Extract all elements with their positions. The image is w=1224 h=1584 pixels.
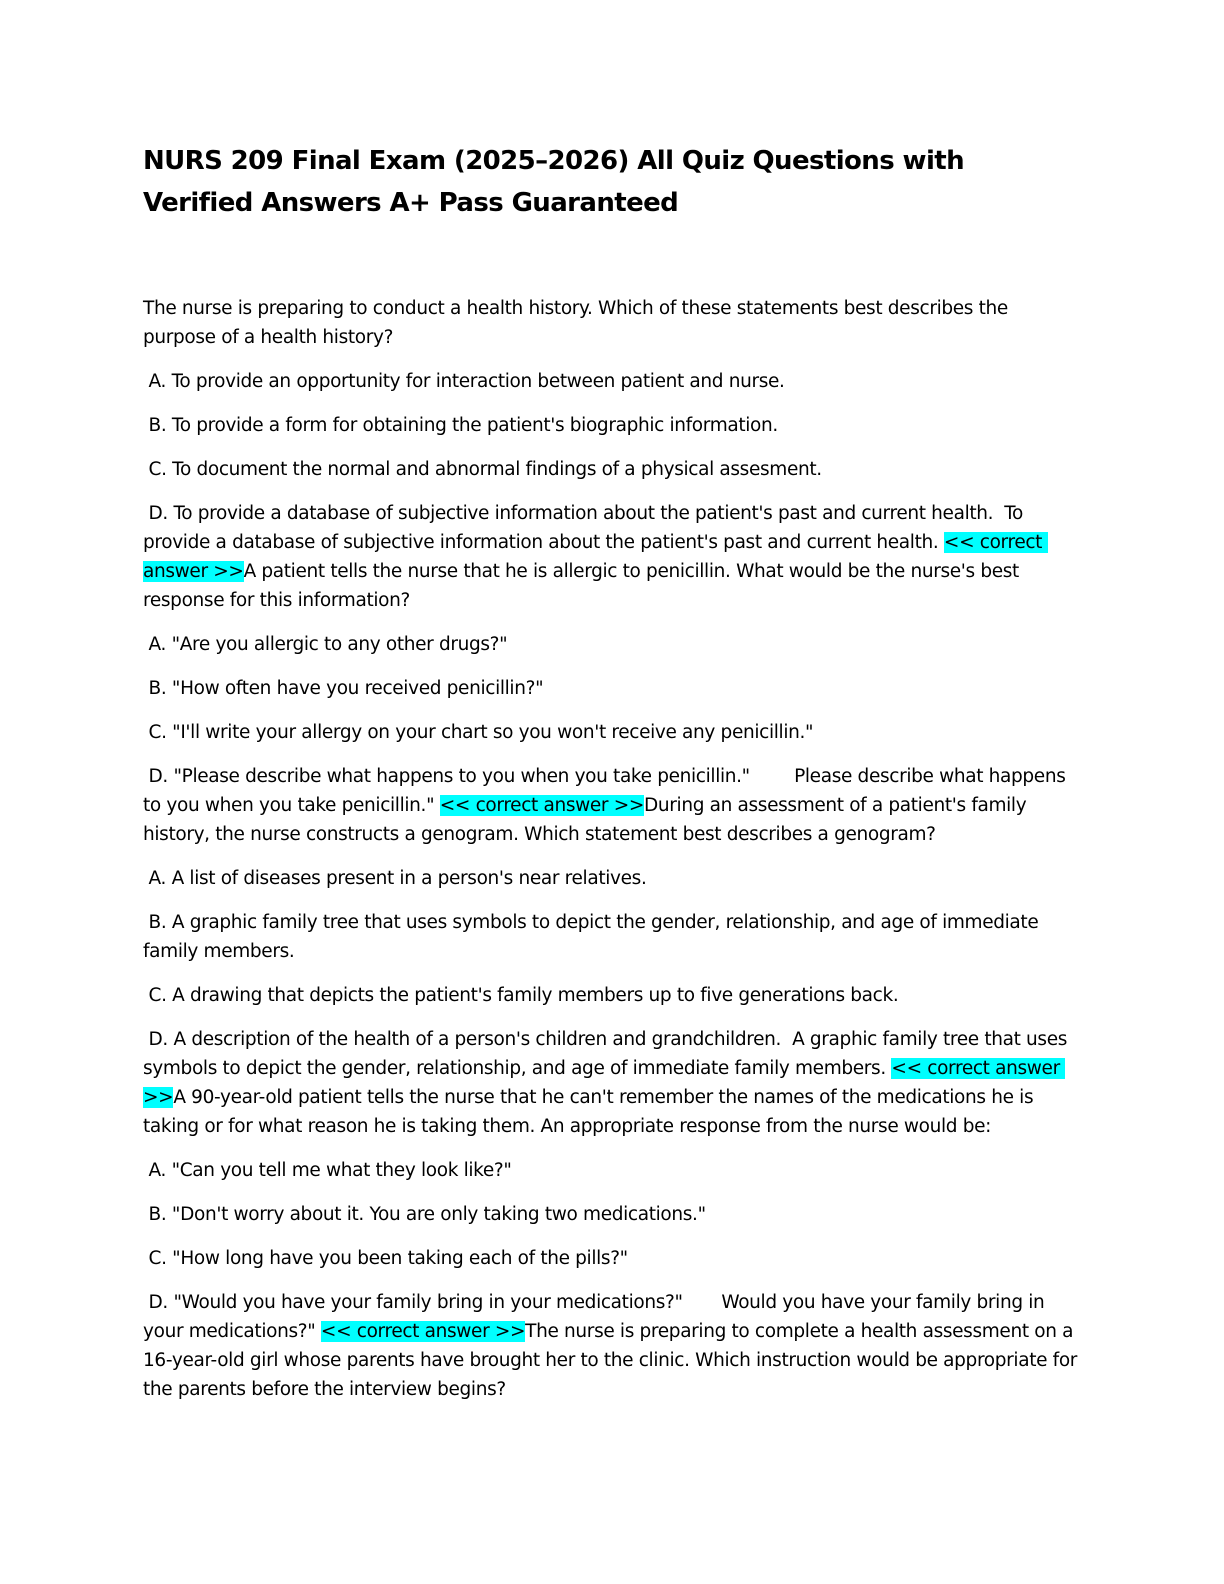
- correct-answer-marker: << correct answer >>: [143, 1058, 1066, 1108]
- answer-option: B. "Don't worry about it. You are only taking two medications.": [143, 1204, 706, 1225]
- answer-option: B. To provide a form for obtaining the patient's biographic information.: [143, 415, 778, 436]
- answer-option: A. To provide an opportunity for interaction between patient and nurse.: [143, 371, 785, 392]
- question-text: The nurse is preparing to conduct a health history. Which of these statements best describes the purpose of a health history?: [143, 298, 1014, 348]
- correct-answer-marker: << correct answer >>: [320, 1321, 526, 1342]
- correct-answer-marker: << correct answer >>: [439, 795, 645, 816]
- answer-text: D. To provide a database of subjective information about the patient's past and current health. To provide a database of subjective information about the patient's past and current health.: [143, 503, 1029, 553]
- answer-option: B. "How often have you received penicillin?": [143, 678, 544, 699]
- answer-option-with-next-question: [143, 1025, 1078, 1141]
- next-question-text: A patient tells the nurse that he is allergic to penicillin. What would be the nurse's best response for this information?: [143, 561, 1025, 611]
- next-question-text: During an assessment of a patient's family history, the nurse constructs a genogram. Which statement best describes a genogram?: [143, 795, 1032, 845]
- answer-option: C. "How long have you been taking each of the pills?": [143, 1248, 628, 1269]
- answer-option-with-next-question: [143, 762, 1078, 849]
- answer-option: C. "I'll write your allergy on your chart so you won't receive any penicillin.": [143, 722, 814, 743]
- answer-option: C. To document the normal and abnormal findings of a physical assesment.: [143, 459, 822, 480]
- answer-option: A. "Are you allergic to any other drugs?": [143, 634, 508, 655]
- next-question-text: A 90-year-old patient tells the nurse that he can't remember the names of the medications he is taking or for what reason he is taking them. An appropriate response from the nurse would be:: [143, 1087, 1039, 1137]
- answer-text: D. "Please describe what happens to you when you take penicillin." Please describe what happens to you when you take penicillin.": [143, 766, 1072, 816]
- next-question-text: The nurse is preparing to complete a health assessment on a 16-year-old girl whose parents have brought her to the clinic. Which instruction would be appropriate for the parents before the interview begins?: [143, 1321, 1083, 1400]
- answer-option: C. A drawing that depicts the patient's family members up to five generations back.: [143, 985, 899, 1006]
- document-title: NURS 209 Final Exam (2025–2026) All Quiz Questions with Verified Answers A+ Pass Guaranteed: [143, 146, 964, 218]
- answer-option: A. A list of diseases present in a person's near relatives.: [143, 868, 647, 889]
- answer-text: D. A description of the health of a person's children and grandchildren. A graphic family tree that uses symbols to depict the gender, relationship, and age of immediate family members.: [143, 1029, 1073, 1079]
- answer-option: A. "Can you tell me what they look like?": [143, 1160, 512, 1181]
- correct-answer-marker: << correct answer >>: [143, 532, 1048, 582]
- answer-option-with-next-question: [143, 499, 1078, 615]
- answer-option: B. A graphic family tree that uses symbols to depict the gender, relationship, and age of immediate family members.: [143, 912, 1044, 962]
- answer-text: D. "Would you have your family bring in your medications?" Would you have your family bring in your medications?": [143, 1292, 1050, 1342]
- answer-option-with-next-question: [143, 1288, 1083, 1404]
- document-page: [143, 140, 1083, 1419]
